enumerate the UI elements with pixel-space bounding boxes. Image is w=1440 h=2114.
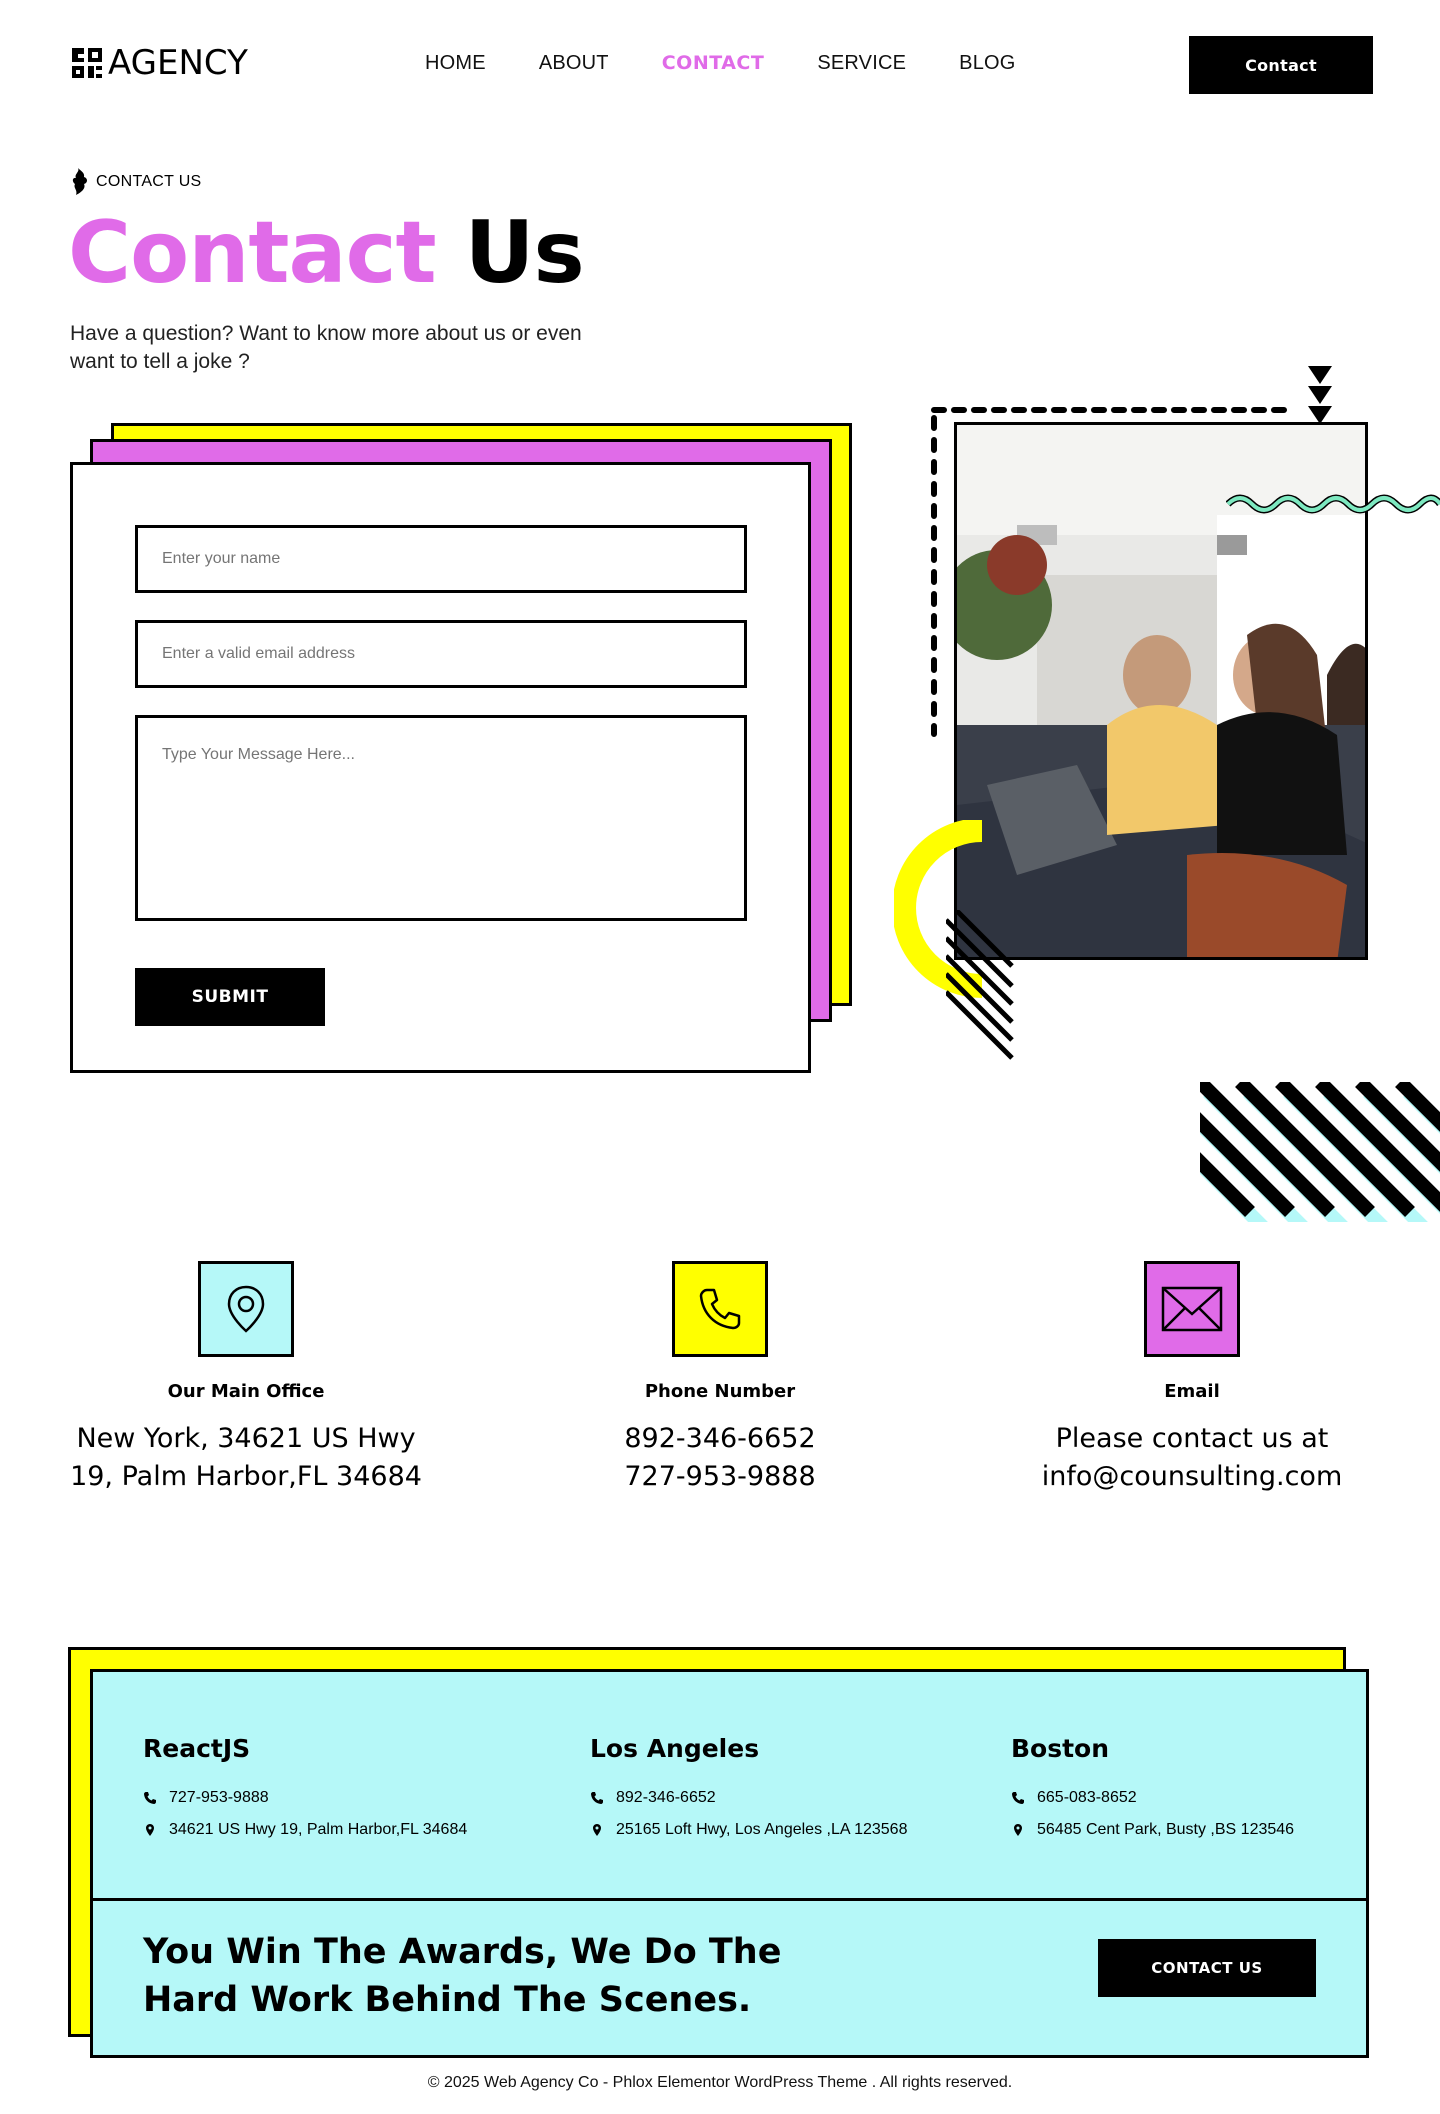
info-phone-line-2[interactable]: 727-953-9888 [624, 1461, 816, 1492]
office-phone[interactable]: 727-953-9888 [169, 1789, 269, 1806]
info-email-line-1: Please contact us at [1055, 1423, 1329, 1454]
office-phone-row [143, 1789, 467, 1807]
nav-home[interactable]: HOME [425, 52, 486, 74]
logo-icon [70, 46, 104, 80]
logo-text: AGENCY [108, 43, 248, 83]
nav-service[interactable]: SERVICE [817, 52, 907, 74]
nav-blog[interactable]: BLOG [959, 52, 1016, 74]
office-name: Los Angeles [590, 1734, 760, 1763]
location-pin-icon [143, 1823, 157, 1837]
office-card-boston [1011, 1734, 1294, 1853]
header-contact-button[interactable]: Contact [1189, 36, 1373, 94]
contact-form [70, 462, 811, 1073]
phone-icon [1011, 1791, 1025, 1805]
info-office-text [11, 1420, 481, 1496]
office-address: 34621 US Hwy 19, Palm Harbor,FL 34684 [169, 1821, 468, 1838]
diagonal-lines-decoration [946, 910, 1016, 1070]
office-card-reactjs [143, 1734, 467, 1853]
office-phone[interactable]: 665-083-8652 [1037, 1789, 1137, 1806]
office-address-row [590, 1821, 907, 1839]
office-phone-row [1011, 1789, 1294, 1807]
office-address-row [143, 1821, 467, 1839]
striped-block-decoration [1200, 1082, 1440, 1222]
page-title [68, 203, 584, 303]
office-phone-row [590, 1789, 907, 1807]
breadcrumb-text: CONTACT US [96, 173, 202, 190]
info-office [11, 1261, 481, 1496]
page-title-black: Us [464, 203, 584, 303]
info-phone [485, 1261, 955, 1496]
main-nav [425, 52, 1069, 75]
info-phone-text [485, 1420, 955, 1496]
info-office-line-2: 19, Palm Harbor,FL 34684 [70, 1461, 422, 1492]
envelope-icon [1144, 1261, 1240, 1357]
page-subtitle: Have a question? Want to know more about us or even want to tell a joke ? [70, 322, 582, 373]
breadcrumb [70, 168, 202, 196]
location-pin-icon [198, 1261, 294, 1357]
footer-contact-button[interactable]: CONTACT US [1098, 1939, 1316, 1997]
office-name: ReactJS [143, 1734, 251, 1763]
nav-contact[interactable]: CONTACT [661, 52, 765, 74]
info-office-line-1: New York, 34621 US Hwy [76, 1423, 416, 1454]
office-name: Boston [1011, 1734, 1110, 1763]
phone-icon [143, 1791, 157, 1805]
office-phone[interactable]: 892-346-6652 [616, 1789, 716, 1806]
submit-button[interactable]: SUBMIT [135, 968, 325, 1026]
copyright: © 2025 Web Agency Co - Phlox Elementor WordPress Theme . All rights reserved. [427, 2074, 1013, 2091]
info-email-text [957, 1420, 1427, 1496]
footer-tagline [143, 1928, 781, 2024]
office-address-row [1011, 1821, 1294, 1839]
flame-icon [70, 168, 90, 196]
name-input[interactable] [135, 525, 747, 593]
footer-tagline-line-1: You Win The Awards, We Do The [143, 1932, 782, 1972]
location-pin-icon [1011, 1823, 1025, 1837]
site-logo[interactable] [70, 43, 248, 83]
info-phone-label: Phone Number [644, 1381, 796, 1402]
location-pin-icon [590, 1823, 604, 1837]
nav-about[interactable]: ABOUT [538, 52, 609, 74]
email-input[interactable] [135, 620, 747, 688]
message-textarea[interactable] [135, 715, 747, 921]
info-office-label: Our Main Office [167, 1381, 325, 1402]
office-address: 56485 Cent Park, Busty ,BS 123546 [1037, 1821, 1295, 1838]
info-email-label: Email [1164, 1381, 1220, 1402]
phone-icon [672, 1261, 768, 1357]
office-card-los-angeles [590, 1734, 907, 1853]
footer-tagline-line-2: Hard Work Behind The Scenes. [143, 1980, 752, 2020]
phone-icon [590, 1791, 604, 1805]
info-email-line-2[interactable]: info@counsulting.com [1041, 1461, 1343, 1492]
page-title-pink: Contact [68, 203, 436, 303]
footer-divider [93, 1898, 1366, 1901]
info-phone-line-1[interactable]: 892-346-6652 [624, 1423, 816, 1454]
info-email [957, 1261, 1427, 1496]
wave-decoration [1226, 492, 1440, 516]
office-address: 25165 Loft Hwy, Los Angeles ,LA 123568 [616, 1821, 908, 1838]
footer [90, 1669, 1369, 2058]
